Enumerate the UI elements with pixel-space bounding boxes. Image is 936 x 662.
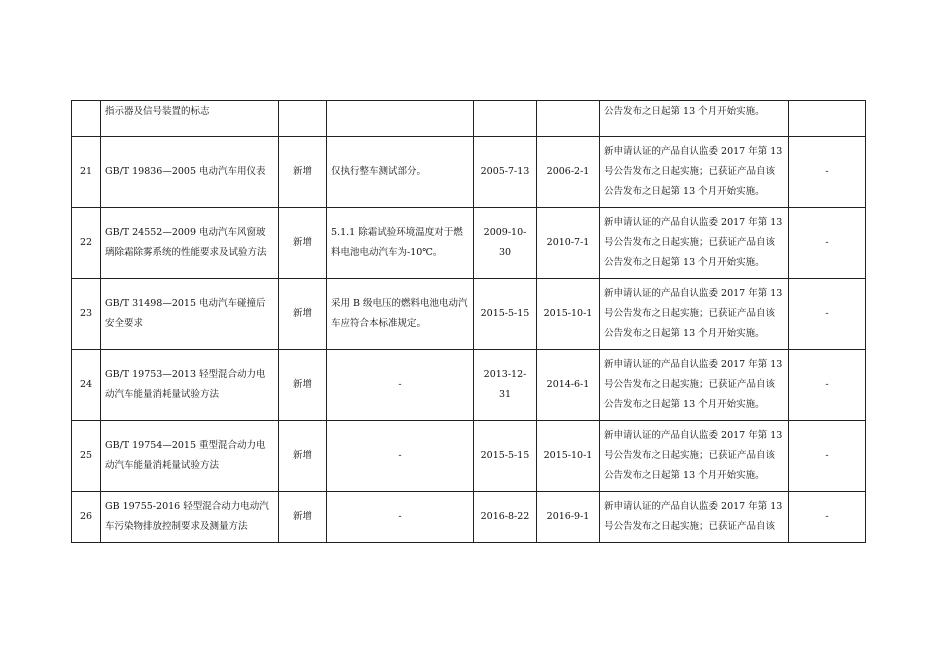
cell-type: 新增 (279, 279, 327, 350)
cell-remark: - (789, 208, 866, 279)
cell-difference: 5.1.1 除霜试验环境温度对于燃料电池电动汽车为-10℃。 (327, 208, 474, 279)
standards-table-page (71, 100, 865, 543)
cell-no: 23 (72, 279, 101, 350)
table-row (72, 208, 866, 279)
cell-standard-name: GB 19755-2016 轻型混合动力电动汽车污染物排放控制要求及测量方法 (101, 492, 279, 543)
cell-difference: - (327, 421, 474, 492)
cell-standard-name: GB/T 19753—2013 轻型混合动力电动汽车能量消耗量试验方法 (101, 350, 279, 421)
cell-remark: - (789, 279, 866, 350)
cell-issue-date: 2005-7-13 (474, 137, 537, 208)
cell-issue-date: 2015-5-15 (474, 421, 537, 492)
cell-issue-date: 2009-10-30 (474, 208, 537, 279)
cell-standard-name: 指示器及信号装置的标志 (101, 101, 279, 137)
standards-table (71, 100, 866, 543)
cell-impl-date: 2015-10-1 (537, 279, 600, 350)
cell-remark: - (789, 137, 866, 208)
cell-implementation-note: 新申请认证的产品自认监委 2017 年第 13 号公告发布之日起实施；已获证产品自该公告发布之日起第 13 个月开始实施。 (600, 279, 789, 350)
cell-issue-date: 2013-12-31 (474, 350, 537, 421)
cell-no (72, 101, 101, 137)
cell-type: 新增 (279, 137, 327, 208)
table-row (72, 492, 866, 543)
cell-type: 新增 (279, 492, 327, 543)
cell-difference: 仅执行整车测试部分。 (327, 137, 474, 208)
cell-type (279, 101, 327, 137)
cell-no: 25 (72, 421, 101, 492)
cell-impl-date: 2016-9-1 (537, 492, 600, 543)
cell-type: 新增 (279, 350, 327, 421)
cell-no: 22 (72, 208, 101, 279)
cell-difference (327, 101, 474, 137)
cell-issue-date: 2015-5-15 (474, 279, 537, 350)
cell-impl-date (537, 101, 600, 137)
cell-impl-date: 2006-2-1 (537, 137, 600, 208)
cell-implementation-note: 新申请认证的产品自认监委 2017 年第 13 号公告发布之日起实施；已获证产品自该公告发布之日起第 13 个月开始实施。 (600, 421, 789, 492)
cell-implementation-note: 公告发布之日起第 13 个月开始实施。 (600, 101, 789, 137)
cell-no: 24 (72, 350, 101, 421)
cell-difference: 采用 B 级电压的燃料电池电动汽车应符合本标准规定。 (327, 279, 474, 350)
table-row (72, 137, 866, 208)
cell-implementation-note: 新申请认证的产品自认监委 2017 年第 13 号公告发布之日起实施；已获证产品自该公告发布之日起第 13 个月开始实施。 (600, 137, 789, 208)
cell-type: 新增 (279, 208, 327, 279)
cell-issue-date (474, 101, 537, 137)
table-row (72, 350, 866, 421)
cell-no: 26 (72, 492, 101, 543)
cell-type: 新增 (279, 421, 327, 492)
table-row (72, 279, 866, 350)
cell-standard-name: GB/T 19836—2005 电动汽车用仪表 (101, 137, 279, 208)
cell-remark (789, 101, 866, 137)
cell-standard-name: GB/T 31498—2015 电动汽车碰撞后安全要求 (101, 279, 279, 350)
cell-difference: - (327, 492, 474, 543)
cell-implementation-note: 新申请认证的产品自认监委 2017 年第 13 号公告发布之日起实施；已获证产品自该公告发布之日起第 13 个月开始实施。 (600, 208, 789, 279)
cell-issue-date: 2016-8-22 (474, 492, 537, 543)
cell-standard-name: GB/T 24552—2009 电动汽车风窗玻璃除霜除雾系统的性能要求及试验方法 (101, 208, 279, 279)
cell-impl-date: 2015-10-1 (537, 421, 600, 492)
cell-remark: - (789, 492, 866, 543)
table-row-continued (72, 101, 866, 137)
table-row (72, 421, 866, 492)
cell-remark: - (789, 421, 866, 492)
cell-impl-date: 2014-6-1 (537, 350, 600, 421)
cell-standard-name: GB/T 19754—2015 重型混合动力电动汽车能量消耗量试验方法 (101, 421, 279, 492)
cell-no: 21 (72, 137, 101, 208)
cell-difference: - (327, 350, 474, 421)
cell-implementation-note: 新申请认证的产品自认监委 2017 年第 13 号公告发布之日起实施；已获证产品自该公告发布之日起第 13 个月开始实施。 (600, 350, 789, 421)
cell-impl-date: 2010-7-1 (537, 208, 600, 279)
cell-implementation-note: 新申请认证的产品自认监委 2017 年第 13 号公告发布之日起实施；已获证产品自该 (600, 492, 789, 543)
cell-remark: - (789, 350, 866, 421)
